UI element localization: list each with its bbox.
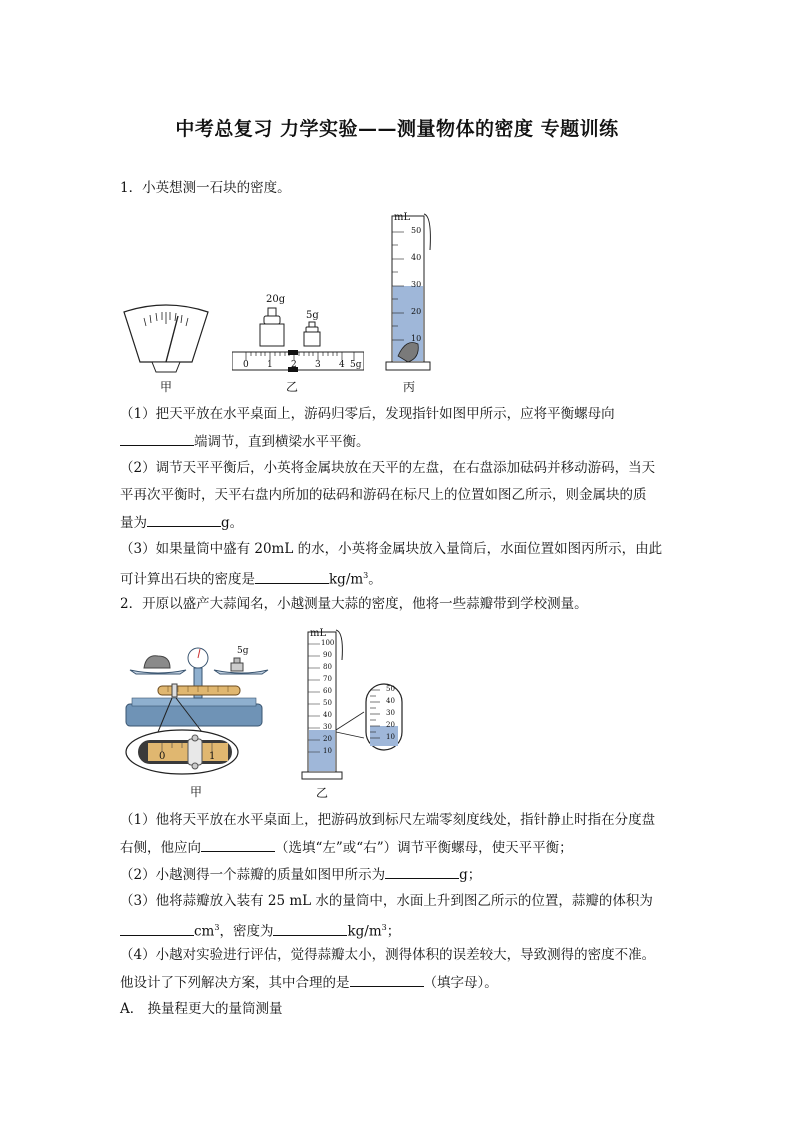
cyl-tick: 60: [323, 687, 332, 695]
q2-weight-label: 5g: [237, 646, 249, 656]
cyl-tick: 20: [323, 735, 332, 743]
ruler-tick: 1: [267, 360, 273, 370]
q2-part2-line: （2）小越测得一个蒜瓣的质量如图甲所示为 g；: [120, 864, 680, 885]
mag-tick: 40: [386, 697, 395, 705]
q1-cylinder-figure: [384, 210, 440, 376]
q2-option-a: A． 换量程更大的量筒测量: [120, 1001, 283, 1017]
zoom-tick: 0: [159, 751, 166, 762]
cyl-tick: 70: [323, 675, 332, 683]
q2-part3-line2: $cm^3$，密度为 $kg/m^3$；: [120, 918, 680, 942]
answer-blank[interactable]: [350, 972, 424, 987]
ruler-tick: 5g: [350, 360, 362, 370]
answer-blank[interactable]: [120, 431, 194, 446]
cyl-tick: 100: [321, 639, 335, 647]
q1-part1-line1: （1）把天平放在水平桌面上，游码归零后，发现指针如图甲所示，应将平衡螺母向: [120, 406, 615, 422]
mag-tick: 20: [386, 721, 395, 729]
q1-caption-b: 乙: [286, 380, 299, 394]
ruler-tick: 3: [315, 360, 321, 370]
q2-cylinder-figure: [298, 626, 406, 784]
cyl-tick: 30: [411, 280, 422, 289]
answer-blank[interactable]: [255, 569, 329, 584]
cyl-tick: 50: [323, 699, 332, 707]
q1-part1-line2: 端调节，直到横梁水平平衡。: [120, 431, 680, 452]
cyl-tick: 80: [323, 663, 332, 671]
mag-tick: 10: [386, 733, 395, 741]
q2-stem: 2．开原以盛产大蒜闻名，小越测量大蒜的密度，他将一些蒜瓣带到学校测量。: [120, 596, 588, 612]
cyl-tick: 40: [411, 253, 422, 262]
q1-caption-c: 丙: [403, 380, 416, 394]
answer-blank[interactable]: [273, 921, 347, 936]
q1-part2-line2: 平再次平衡时，天平右盘内所加的砝码和游码在标尺上的位置如图乙所示，则金属块的质: [120, 487, 647, 503]
answer-blank[interactable]: [385, 864, 459, 879]
q2-part4-line1: （4）小越对实验进行评估，觉得蒜瓣太小，测得体积的误差较大，导致测得的密度不准。: [120, 947, 656, 963]
q2-part4-line2: 他设计了下列解决方案，其中合理的是 （填字母）。: [120, 972, 680, 993]
q2-caption-b: 乙: [316, 786, 329, 800]
zoom-tick: 1: [209, 751, 216, 762]
cyl-tick: 20: [411, 307, 422, 316]
mag-tick: 30: [386, 709, 395, 717]
q1-weight-5g-label: 5g: [306, 310, 319, 321]
cyl-tick: 50: [411, 226, 422, 235]
q1-part3-line2: 可计算出石块的密度是 $kg/m^3$。: [120, 566, 680, 590]
q2-cyl-unit: mL: [310, 628, 327, 639]
q1-part2-line1: （2）调节天平平衡后，小英将金属块放在天平的左盘，在右盘添加砝码并移动游码，当天: [120, 460, 656, 476]
answer-blank[interactable]: [201, 837, 275, 852]
answer-blank[interactable]: [120, 921, 194, 936]
cyl-tick: 10: [323, 747, 332, 755]
q1-weights-figure: [232, 294, 364, 378]
q1-part3-line1: （3）如果量筒中盛有 20mL 的水，小英将金属块放入量筒后，水面位置如图丙所示，由此: [120, 541, 663, 557]
q2-part1-line1: （1）他将天平放在水平桌面上，把游码放到标尺左端零刻度线处，指针静止时指在分度盘: [120, 812, 656, 828]
q1-caption-a: 甲: [160, 380, 173, 394]
ruler-tick: 4: [339, 360, 345, 370]
cyl-tick: 10: [411, 334, 422, 343]
page-title: 中考总复习 力学实验——测量物体的密度 专题训练: [175, 118, 619, 140]
q1-stem: 1．小英想测一石块的密度。: [120, 180, 291, 196]
q2-balance-figure: [118, 640, 278, 778]
ruler-tick: 0: [243, 360, 249, 370]
cyl-tick: 30: [323, 723, 332, 731]
cyl-tick: 40: [323, 711, 332, 719]
ruler-tick: 2: [291, 360, 297, 370]
cyl-tick: 90: [323, 651, 332, 659]
q2-caption-a: 甲: [190, 785, 203, 799]
q1-weight-20g-label: 20g: [266, 294, 286, 305]
q2-part1-line2: 右侧，他应向 （选填“左”或“右”）调节平衡螺母，使天平平衡；: [120, 837, 680, 858]
q1-dial-figure: [120, 300, 212, 380]
q1-cyl-unit: mL: [394, 212, 411, 223]
q2-part3-line1: （3）他将蒜瓣放入装有 25 mL 水的量筒中，水面上升到图乙所示的位置，蒜瓣的体积为: [120, 893, 653, 909]
answer-blank[interactable]: [147, 512, 221, 527]
q1-part2-line3: 量为 g。: [120, 512, 680, 533]
mag-tick: 50: [386, 685, 395, 693]
